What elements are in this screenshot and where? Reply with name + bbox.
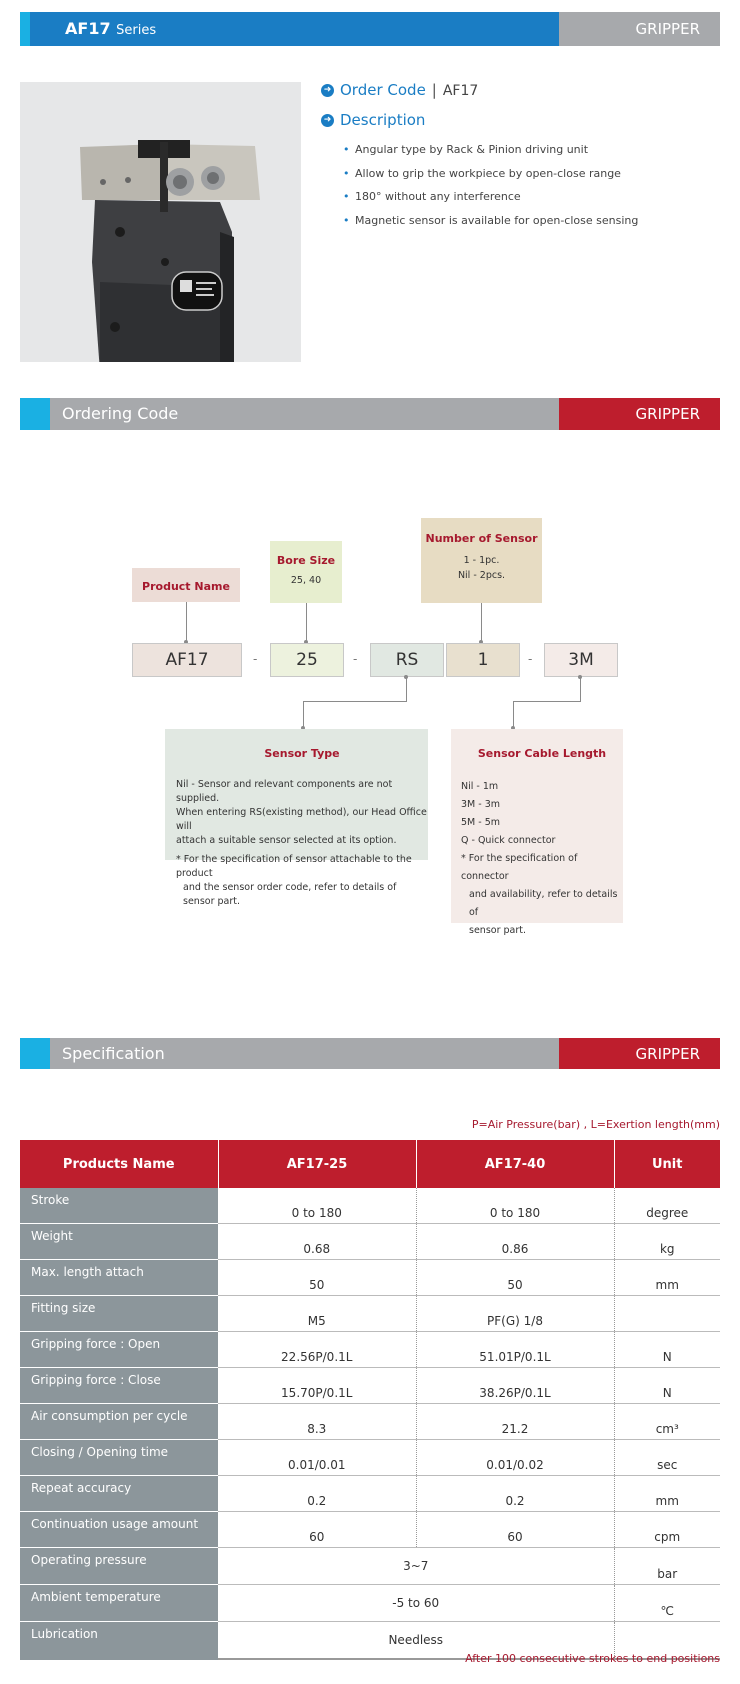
- cell-af17-25: 60: [218, 1512, 416, 1548]
- cable-option: Nil - 1m: [461, 781, 499, 792]
- row-name: Gripping force : Open: [20, 1332, 218, 1368]
- row-name: Continuation usage amount: [20, 1512, 218, 1548]
- cell-af17-25: M5: [218, 1296, 416, 1332]
- cell-merged: Needless: [218, 1622, 614, 1660]
- series-header: [20, 12, 720, 46]
- table-row: [20, 1548, 720, 1585]
- cell-af17-40: 60: [416, 1512, 614, 1548]
- cell-af17-40: 38.26P/0.1L: [416, 1368, 614, 1404]
- product-photo: [20, 82, 301, 362]
- code-dash: -: [253, 652, 258, 666]
- sensor-option-2: Nil - 2pcs.: [457, 570, 506, 581]
- table-header-row: [20, 1140, 720, 1188]
- cable-option: Q - Quick connector: [461, 835, 556, 846]
- gripper-illustration: [20, 82, 301, 362]
- cell-af17-40: 0.86: [416, 1224, 614, 1260]
- section-title: Specification: [62, 1044, 165, 1063]
- row-name: Gripping force : Close: [20, 1368, 218, 1404]
- cable-length-box: [451, 729, 623, 936]
- cell-unit: mm: [614, 1476, 720, 1512]
- cable-note: sensor part.: [469, 925, 527, 936]
- list-item: • Allow to grip the workpiece by open-close range: [343, 167, 638, 191]
- order-code-value: AF17: [442, 83, 479, 99]
- category-tag: GRIPPER: [635, 1045, 700, 1063]
- order-code-separator: |: [431, 81, 437, 99]
- row-name: Weight: [20, 1224, 218, 1260]
- series-suffix: Series: [116, 23, 157, 38]
- description-list: [343, 143, 638, 237]
- category-tag: GRIPPER: [635, 405, 700, 423]
- cell-unit: N: [614, 1332, 720, 1368]
- bore-size-values: 25, 40: [290, 575, 322, 586]
- connector-line: [303, 701, 304, 728]
- connector-line: [580, 677, 581, 701]
- cell-af17-40: 50: [416, 1260, 614, 1296]
- list-item: • Magnetic sensor is available for open-close sensing: [343, 214, 638, 238]
- number-of-sensor-label: Number of Sensor: [425, 532, 538, 545]
- code-sensor-type: RS: [370, 643, 444, 677]
- cell-unit: sec: [614, 1440, 720, 1476]
- row-name: Repeat accuracy: [20, 1476, 218, 1512]
- cell-merged: 3~7: [218, 1548, 614, 1585]
- section-title: Ordering Code: [62, 404, 179, 423]
- code-bore: 25: [270, 643, 344, 677]
- cable-option: 3M - 3m: [461, 799, 501, 810]
- table-row: [20, 1368, 720, 1404]
- cell-unit: [614, 1296, 720, 1332]
- list-item: • Angular type by Rack & Pinion driving unit: [343, 143, 638, 167]
- cable-note: * For the specification of connector: [461, 853, 578, 882]
- table-row: [20, 1188, 720, 1224]
- arrow-right-icon: ➜: [321, 114, 334, 127]
- table-row: [20, 1440, 720, 1476]
- cell-af17-25: 22.56P/0.1L: [218, 1332, 416, 1368]
- cell-unit: cpm: [614, 1512, 720, 1548]
- arrow-right-icon: ➜: [321, 84, 334, 97]
- row-name: Operating pressure: [20, 1548, 218, 1585]
- connector-line: [406, 677, 407, 701]
- cell-af17-25: 50: [218, 1260, 416, 1296]
- header-products-name: Products Name: [20, 1140, 218, 1188]
- description-title: Description: [340, 111, 426, 129]
- section-accent: [20, 1038, 50, 1069]
- table-row: [20, 1512, 720, 1548]
- row-name: Fitting size: [20, 1296, 218, 1332]
- number-of-sensor-box: [421, 518, 542, 603]
- cell-af17-25: 15.70P/0.1L: [218, 1368, 416, 1404]
- code-dash: -: [353, 652, 358, 666]
- header-accent: [20, 12, 30, 46]
- sensor-type-label: Sensor Type: [264, 747, 340, 760]
- connector-line: [303, 701, 407, 702]
- connector-line: [513, 701, 514, 728]
- connector-line: [306, 603, 307, 643]
- description-heading: [321, 111, 425, 129]
- category-tag: GRIPPER: [635, 20, 700, 38]
- sensor-type-note: * For the specification of sensor attachable to the product: [176, 854, 412, 879]
- cell-unit: bar: [614, 1548, 720, 1585]
- spec-note-top: P=Air Pressure(bar) , L=Exertion length(mm): [471, 1118, 720, 1131]
- cell-af17-25: 8.3: [218, 1404, 416, 1440]
- order-code-label: Order Code: [340, 81, 426, 99]
- spec-table: [20, 1140, 720, 1660]
- ordering-section-header: [20, 398, 720, 430]
- sensor-type-box: [165, 729, 428, 907]
- cell-af17-40: 0.2: [416, 1476, 614, 1512]
- cell-unit: kg: [614, 1224, 720, 1260]
- cell-af17-40: 21.2: [416, 1404, 614, 1440]
- cell-af17-40: 51.01P/0.1L: [416, 1332, 614, 1368]
- code-cable: 3M: [544, 643, 618, 677]
- row-name: Max. length attach: [20, 1260, 218, 1296]
- cable-option: 5M - 5m: [461, 817, 501, 828]
- spec-note-bottom: After 100 consecutive strokes to end positions: [465, 1652, 720, 1665]
- cable-note: and availability, refer to details of: [469, 889, 618, 918]
- table-row: [20, 1585, 720, 1622]
- cell-unit: mm: [614, 1260, 720, 1296]
- cell-af17-25: 0 to 180: [218, 1188, 416, 1224]
- bore-size-label: Bore Size: [276, 554, 336, 567]
- cell-af17-40: 0.01/0.02: [416, 1440, 614, 1476]
- table-row: [20, 1476, 720, 1512]
- table-row: [20, 1296, 720, 1332]
- order-code: [321, 81, 478, 99]
- table-row: [20, 1332, 720, 1368]
- series-title: [65, 19, 156, 38]
- cell-unit: N: [614, 1368, 720, 1404]
- row-name: Closing / Opening time: [20, 1440, 218, 1476]
- header-af17-25: AF17-25: [218, 1140, 416, 1188]
- connector-line: [481, 603, 482, 643]
- cell-af17-25: 0.01/0.01: [218, 1440, 416, 1476]
- header-af17-40: AF17-40: [416, 1140, 614, 1188]
- cell-merged: -5 to 60: [218, 1585, 614, 1622]
- row-name: Stroke: [20, 1188, 218, 1224]
- code-sensor-count: 1: [446, 643, 520, 677]
- series-name: AF17: [65, 19, 111, 38]
- cell-af17-40: 0 to 180: [416, 1188, 614, 1224]
- product-name-box: [132, 568, 240, 602]
- sensor-type-text: attach a suitable sensor selected at its option.: [176, 835, 397, 846]
- list-item: • 180° without any interference: [343, 190, 638, 214]
- connector-line: [186, 602, 187, 643]
- header-unit: Unit: [614, 1140, 720, 1188]
- sensor-option-1: 1 - 1pc.: [463, 555, 500, 566]
- sensor-type-text: Nil - Sensor and relevant components are not supplied.: [176, 779, 393, 804]
- cell-af17-40: PF(G) 1/8: [416, 1296, 614, 1332]
- table-row: [20, 1260, 720, 1296]
- row-name: Air consumption per cycle: [20, 1404, 218, 1440]
- bore-size-box: [270, 541, 342, 603]
- sensor-type-note: and the sensor order code, refer to details of sensor part.: [183, 882, 397, 907]
- cell-unit: ℃: [614, 1585, 720, 1622]
- cell-af17-25: 0.2: [218, 1476, 416, 1512]
- connector-line: [513, 701, 581, 702]
- cell-unit: degree: [614, 1188, 720, 1224]
- product-name-label: Product Name: [142, 580, 230, 593]
- cell-af17-25: 0.68: [218, 1224, 416, 1260]
- table-row: [20, 1224, 720, 1260]
- section-accent: [20, 398, 50, 430]
- cable-length-label: Sensor Cable Length: [477, 747, 607, 760]
- row-name: Lubrication: [20, 1622, 218, 1660]
- sensor-type-text: When entering RS(existing method), our Head Office will: [176, 807, 427, 832]
- code-dash: -: [528, 652, 533, 666]
- row-name: Ambient temperature: [20, 1585, 218, 1622]
- spec-section-header: [20, 1038, 720, 1069]
- code-product: AF17: [132, 643, 242, 677]
- table-row: [20, 1404, 720, 1440]
- cell-unit: cm³: [614, 1404, 720, 1440]
